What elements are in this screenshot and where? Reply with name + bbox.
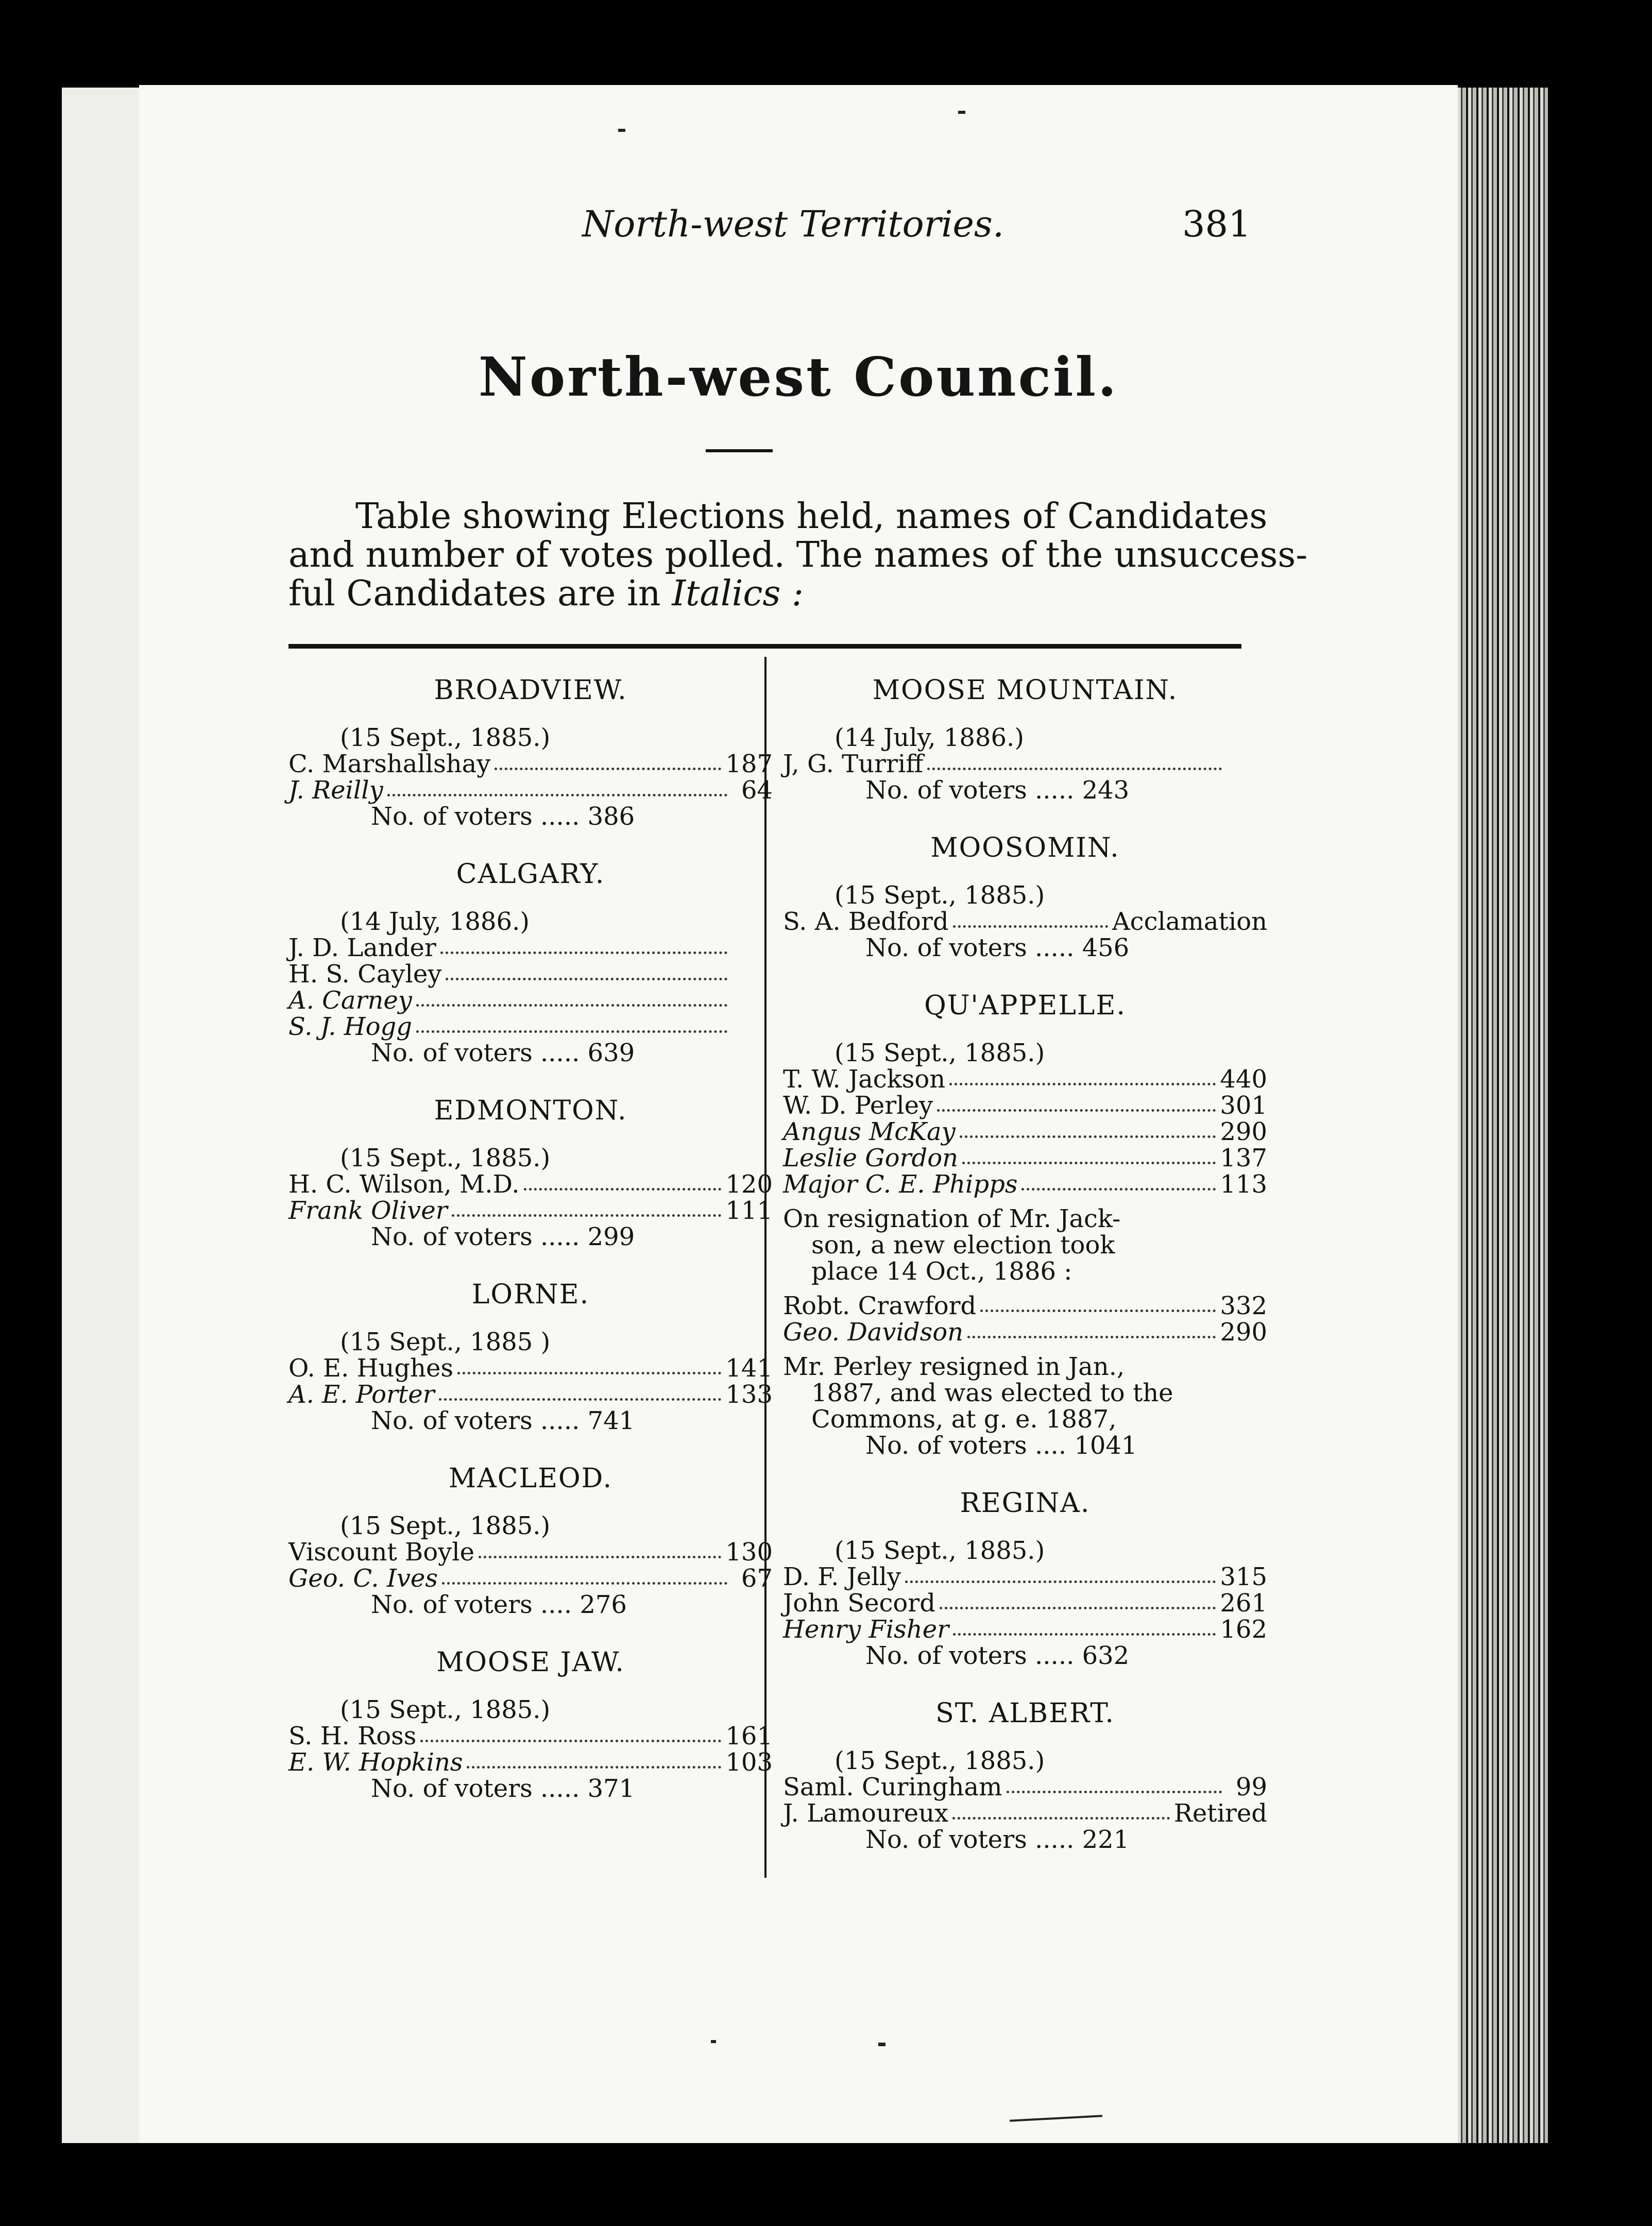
- candidate-row: [288, 1014, 773, 1040]
- leader-dots: [495, 751, 721, 770]
- vote-count: 161: [725, 1722, 773, 1751]
- candidate-name: Major C. E. Phipps: [783, 1170, 1018, 1199]
- voters-line: No. of voters ..... 741: [371, 1406, 635, 1435]
- candidate-row: [783, 1066, 1267, 1093]
- leader-dots: [962, 1145, 1216, 1164]
- voters-label: No. of voters: [371, 1039, 533, 1067]
- table-top-rule: [288, 644, 1241, 649]
- election-date: (15 Sept., 1885 ): [340, 1328, 551, 1356]
- voters-line: No. of voters ..... 632: [865, 1641, 1130, 1670]
- vote-count: 103: [725, 1748, 773, 1777]
- voters-count: 221: [1082, 1825, 1130, 1854]
- district-heading: LORNE.: [471, 1279, 590, 1310]
- left-column: [288, 675, 773, 1831]
- leader-dots: [960, 1119, 1216, 1138]
- candidate-name: Robt. Crawford: [783, 1292, 977, 1320]
- candidate-row: [288, 1198, 773, 1224]
- candidate-name: J. Lamoureux: [783, 1799, 949, 1828]
- voters-label: No. of voters: [371, 1774, 533, 1803]
- voters-line: No. of voters ..... 371: [371, 1774, 635, 1803]
- vote-count: 113: [1220, 1170, 1267, 1199]
- district-heading: ST. ALBERT.: [935, 1698, 1115, 1729]
- vote-count: [1226, 751, 1267, 777]
- candidate-row: [288, 935, 773, 961]
- candidate-row: [288, 1749, 773, 1776]
- print-speck: [711, 2040, 716, 2043]
- election-date: (15 Sept., 1885.): [834, 1039, 1045, 1067]
- leader-dots: [980, 1293, 1216, 1312]
- district-edmonton: [288, 1095, 773, 1250]
- district-heading: CALGARY.: [456, 859, 605, 890]
- candidate-name: H. S. Cayley: [288, 960, 442, 989]
- district-heading: MOOSOMIN.: [930, 832, 1120, 863]
- resignation-note: son, a new election took: [811, 1231, 1115, 1260]
- district-heading: MOOSE JAW.: [436, 1647, 625, 1678]
- district-heading: MOOSE MOUNTAIN.: [872, 675, 1178, 706]
- candidate-name: S. H. Ross: [288, 1722, 417, 1751]
- perley-note: Commons, at g. e. 1887,: [811, 1405, 1117, 1434]
- district-heading: BROADVIEW.: [434, 675, 627, 706]
- district-quappelle: [783, 990, 1267, 1459]
- candidate-row: [783, 1617, 1267, 1643]
- district-moose-jaw: [288, 1647, 773, 1802]
- page-number: 381: [1182, 203, 1251, 245]
- resignation-note: On resignation of Mr. Jack-: [783, 1204, 1121, 1233]
- candidate-name: Henry Fisher: [783, 1615, 949, 1644]
- district-calgary: [288, 859, 773, 1066]
- vote-count: 64: [741, 776, 773, 805]
- intro-line: [288, 574, 1247, 613]
- candidate-row: [783, 1564, 1267, 1590]
- candidate-name: A. Carney: [288, 986, 412, 1015]
- voters-line: No. of voters ..... 299: [371, 1222, 635, 1251]
- candidate-name: Geo. C. Ives: [288, 1564, 438, 1593]
- candidate-name: Viscount Boyle: [288, 1538, 475, 1567]
- leader-dots: [420, 1723, 721, 1742]
- district-moose-mountain: [783, 675, 1267, 804]
- voters-count: 243: [1082, 776, 1130, 805]
- candidate-row: [783, 1171, 1267, 1198]
- leader-dots: [524, 1171, 722, 1191]
- perley-note: 1887, and was elected to the: [811, 1379, 1173, 1407]
- leader-dots: [446, 961, 727, 980]
- vote-count: 130: [725, 1538, 773, 1567]
- voters-label: No. of voters: [371, 1222, 533, 1251]
- vote-count: Retired: [1173, 1799, 1267, 1828]
- election-date: (14 July, 1886.): [340, 907, 530, 936]
- candidate-name: D. F. Jelly: [783, 1562, 901, 1591]
- candidate-name: H. C. Wilson, M.D.: [288, 1170, 520, 1199]
- vote-count: 315: [1220, 1562, 1267, 1591]
- vote-count: 111: [725, 1196, 773, 1225]
- voters-count: 386: [587, 802, 635, 831]
- candidate-name: T. W. Jackson: [783, 1065, 946, 1094]
- candidate-name: Geo. Davidson: [783, 1318, 964, 1347]
- intro-line: and number of votes polled. The names of the unsuccess-: [288, 535, 1308, 575]
- vote-count: [731, 988, 773, 1014]
- voters-count: 456: [1082, 933, 1130, 962]
- voters-label: No. of voters: [865, 1825, 1027, 1854]
- leader-dots: [457, 1355, 721, 1374]
- candidate-name: A. E. Porter: [288, 1380, 435, 1409]
- candidate-row: [783, 1774, 1267, 1800]
- leader-dots: [927, 751, 1222, 770]
- vote-count: 137: [1220, 1144, 1267, 1173]
- intro-line: Table showing Elections held, names of Candidates: [355, 496, 1268, 537]
- voters-line: No. of voters ..... 386: [371, 802, 635, 831]
- vote-count: [731, 961, 773, 988]
- leader-dots: [940, 1590, 1216, 1609]
- running-title: North-west Territories.: [582, 203, 1004, 245]
- candidate-name: J. Reilly: [288, 776, 383, 805]
- district-regina: [783, 1488, 1267, 1669]
- candidate-row: [288, 961, 773, 988]
- candidate-row: [288, 988, 773, 1014]
- vote-count: 301: [1220, 1091, 1267, 1120]
- right-column: [783, 675, 1267, 1882]
- vote-count: 332: [1220, 1292, 1267, 1320]
- voters-line: No. of voters .... 276: [371, 1590, 627, 1619]
- leader-dots: [416, 988, 727, 1007]
- voters-count: 1041: [1074, 1431, 1137, 1460]
- leader-dots: [439, 1382, 722, 1401]
- candidate-row: [288, 777, 773, 804]
- vote-count: Acclamation: [1112, 907, 1267, 936]
- candidate-name: Frank Oliver: [288, 1196, 448, 1225]
- voters-count: 299: [587, 1222, 635, 1251]
- leader-dots: [905, 1564, 1216, 1583]
- council-title: North-west Council.: [478, 345, 1119, 409]
- district-heading: EDMONTON.: [434, 1095, 627, 1126]
- district-st-albert: [783, 1698, 1267, 1853]
- election-date: (15 Sept., 1885.): [834, 1536, 1045, 1565]
- facing-page-edge: [62, 88, 139, 2143]
- vote-count: 133: [725, 1380, 773, 1409]
- resignation-note: place 14 Oct., 1886 :: [811, 1257, 1072, 1286]
- election-date: (14 July, 1886.): [834, 723, 1024, 752]
- election-date: (15 Sept., 1885.): [340, 1144, 551, 1173]
- voters-label: No. of voters: [371, 1590, 533, 1619]
- vote-count: [731, 935, 773, 961]
- candidate-row: [288, 1539, 773, 1566]
- vote-count: 99: [1235, 1773, 1267, 1802]
- leader-dots: [416, 1014, 727, 1033]
- candidate-row: [783, 1319, 1267, 1346]
- leader-dots: [467, 1749, 721, 1769]
- candidate-row: [288, 1171, 773, 1198]
- voters-line: No. of voters ..... 243: [865, 776, 1130, 805]
- candidate-name: J, G. Turriff: [783, 750, 924, 778]
- perley-note: Mr. Perley resigned in Jan.,: [783, 1352, 1125, 1381]
- leader-dots: [953, 1617, 1216, 1636]
- candidate-name: Leslie Gordon: [783, 1144, 959, 1173]
- voters-label: No. of voters: [865, 1431, 1027, 1460]
- candidate-name: S. J. Hogg: [288, 1012, 412, 1041]
- candidate-name: W. D. Perley: [783, 1091, 933, 1120]
- district-heading: REGINA.: [960, 1488, 1091, 1519]
- intro-italic: Italics :: [672, 573, 804, 614]
- election-date: (15 Sept., 1885.): [340, 1695, 551, 1724]
- vote-count: 290: [1220, 1318, 1267, 1347]
- leader-dots: [440, 935, 727, 954]
- leader-dots: [967, 1319, 1216, 1338]
- district-lorne: [288, 1279, 773, 1434]
- candidate-row: [288, 1723, 773, 1749]
- vote-count: 141: [725, 1354, 773, 1383]
- candidate-row: [783, 1093, 1267, 1119]
- voters-count: 276: [580, 1590, 627, 1619]
- candidate-row: [288, 751, 773, 777]
- leader-dots: [387, 777, 727, 796]
- candidate-name: Saml. Curingham: [783, 1773, 1002, 1802]
- district-heading: QU'APPELLE.: [924, 990, 1126, 1021]
- intro-paragraph: [288, 496, 1308, 614]
- leader-dots: [479, 1539, 721, 1558]
- page-stack-edge: [1458, 88, 1548, 2143]
- district-heading: MACLEOD.: [448, 1463, 613, 1494]
- leader-dots: [952, 1800, 1170, 1820]
- vote-count: 290: [1220, 1117, 1267, 1146]
- candidate-row: [783, 909, 1267, 935]
- voters-line: No. of voters .... 1041: [865, 1431, 1137, 1460]
- print-speck: [618, 129, 625, 132]
- candidate-row: [783, 1800, 1267, 1827]
- candidate-row: [783, 1590, 1267, 1617]
- candidate-row: [288, 1355, 773, 1382]
- candidate-row: [288, 1382, 773, 1408]
- candidate-name: S. A. Bedford: [783, 907, 949, 936]
- leader-dots: [442, 1566, 727, 1585]
- candidate-name: O. E. Hughes: [288, 1354, 454, 1383]
- voters-label: No. of voters: [865, 933, 1027, 962]
- district-broadview: [288, 675, 773, 830]
- candidate-name: John Secord: [783, 1589, 935, 1618]
- leader-dots: [953, 909, 1108, 928]
- print-speck: [878, 2043, 885, 2046]
- candidate-row: [783, 1293, 1267, 1319]
- candidate-row: [288, 1566, 773, 1592]
- district-macleod: [288, 1463, 773, 1618]
- vote-count: 120: [725, 1170, 773, 1199]
- voters-line: No. of voters ..... 456: [865, 933, 1130, 962]
- voters-line: No. of voters ..... 639: [371, 1039, 635, 1067]
- candidate-name: J. D. Lander: [288, 933, 436, 962]
- print-speck: [958, 111, 965, 114]
- vote-count: 162: [1220, 1615, 1267, 1644]
- election-date: (15 Sept., 1885.): [340, 1511, 551, 1540]
- vote-count: 67: [741, 1564, 773, 1593]
- election-date: (15 Sept., 1885.): [834, 1746, 1045, 1775]
- election-date: (15 Sept., 1885.): [340, 723, 551, 752]
- leader-dots: [1007, 1774, 1222, 1793]
- voters-line: No. of voters ..... 221: [865, 1825, 1130, 1854]
- voters-label: No. of voters: [865, 1641, 1027, 1670]
- candidate-row: [783, 1145, 1267, 1171]
- candidate-name: Angus McKay: [783, 1117, 956, 1146]
- vote-count: 187: [725, 750, 773, 778]
- voters-count: 741: [587, 1406, 635, 1435]
- leader-dots: [452, 1198, 722, 1217]
- intro-text: ful Candidates are in: [288, 573, 672, 614]
- voters-label: No. of voters: [371, 802, 533, 831]
- voters-label: No. of voters: [865, 776, 1027, 805]
- leader-dots: [937, 1093, 1216, 1112]
- candidate-row: [783, 1119, 1267, 1145]
- vote-count: 261: [1220, 1589, 1267, 1618]
- leader-dots: [1021, 1171, 1216, 1191]
- election-date: (15 Sept., 1885.): [834, 881, 1045, 910]
- voters-count: 632: [1082, 1641, 1130, 1670]
- vote-count: 440: [1220, 1065, 1267, 1094]
- candidate-row: [783, 751, 1267, 777]
- voters-label: No. of voters: [371, 1406, 533, 1435]
- voters-count: 639: [587, 1039, 635, 1067]
- candidate-name: C. Marshallshay: [288, 750, 491, 778]
- district-moosomin: [783, 832, 1267, 961]
- title-rule: [706, 449, 773, 452]
- voters-count: 371: [587, 1774, 635, 1803]
- leader-dots: [949, 1066, 1216, 1085]
- vote-count: [731, 1014, 773, 1040]
- candidate-name: E. W. Hopkins: [288, 1748, 463, 1777]
